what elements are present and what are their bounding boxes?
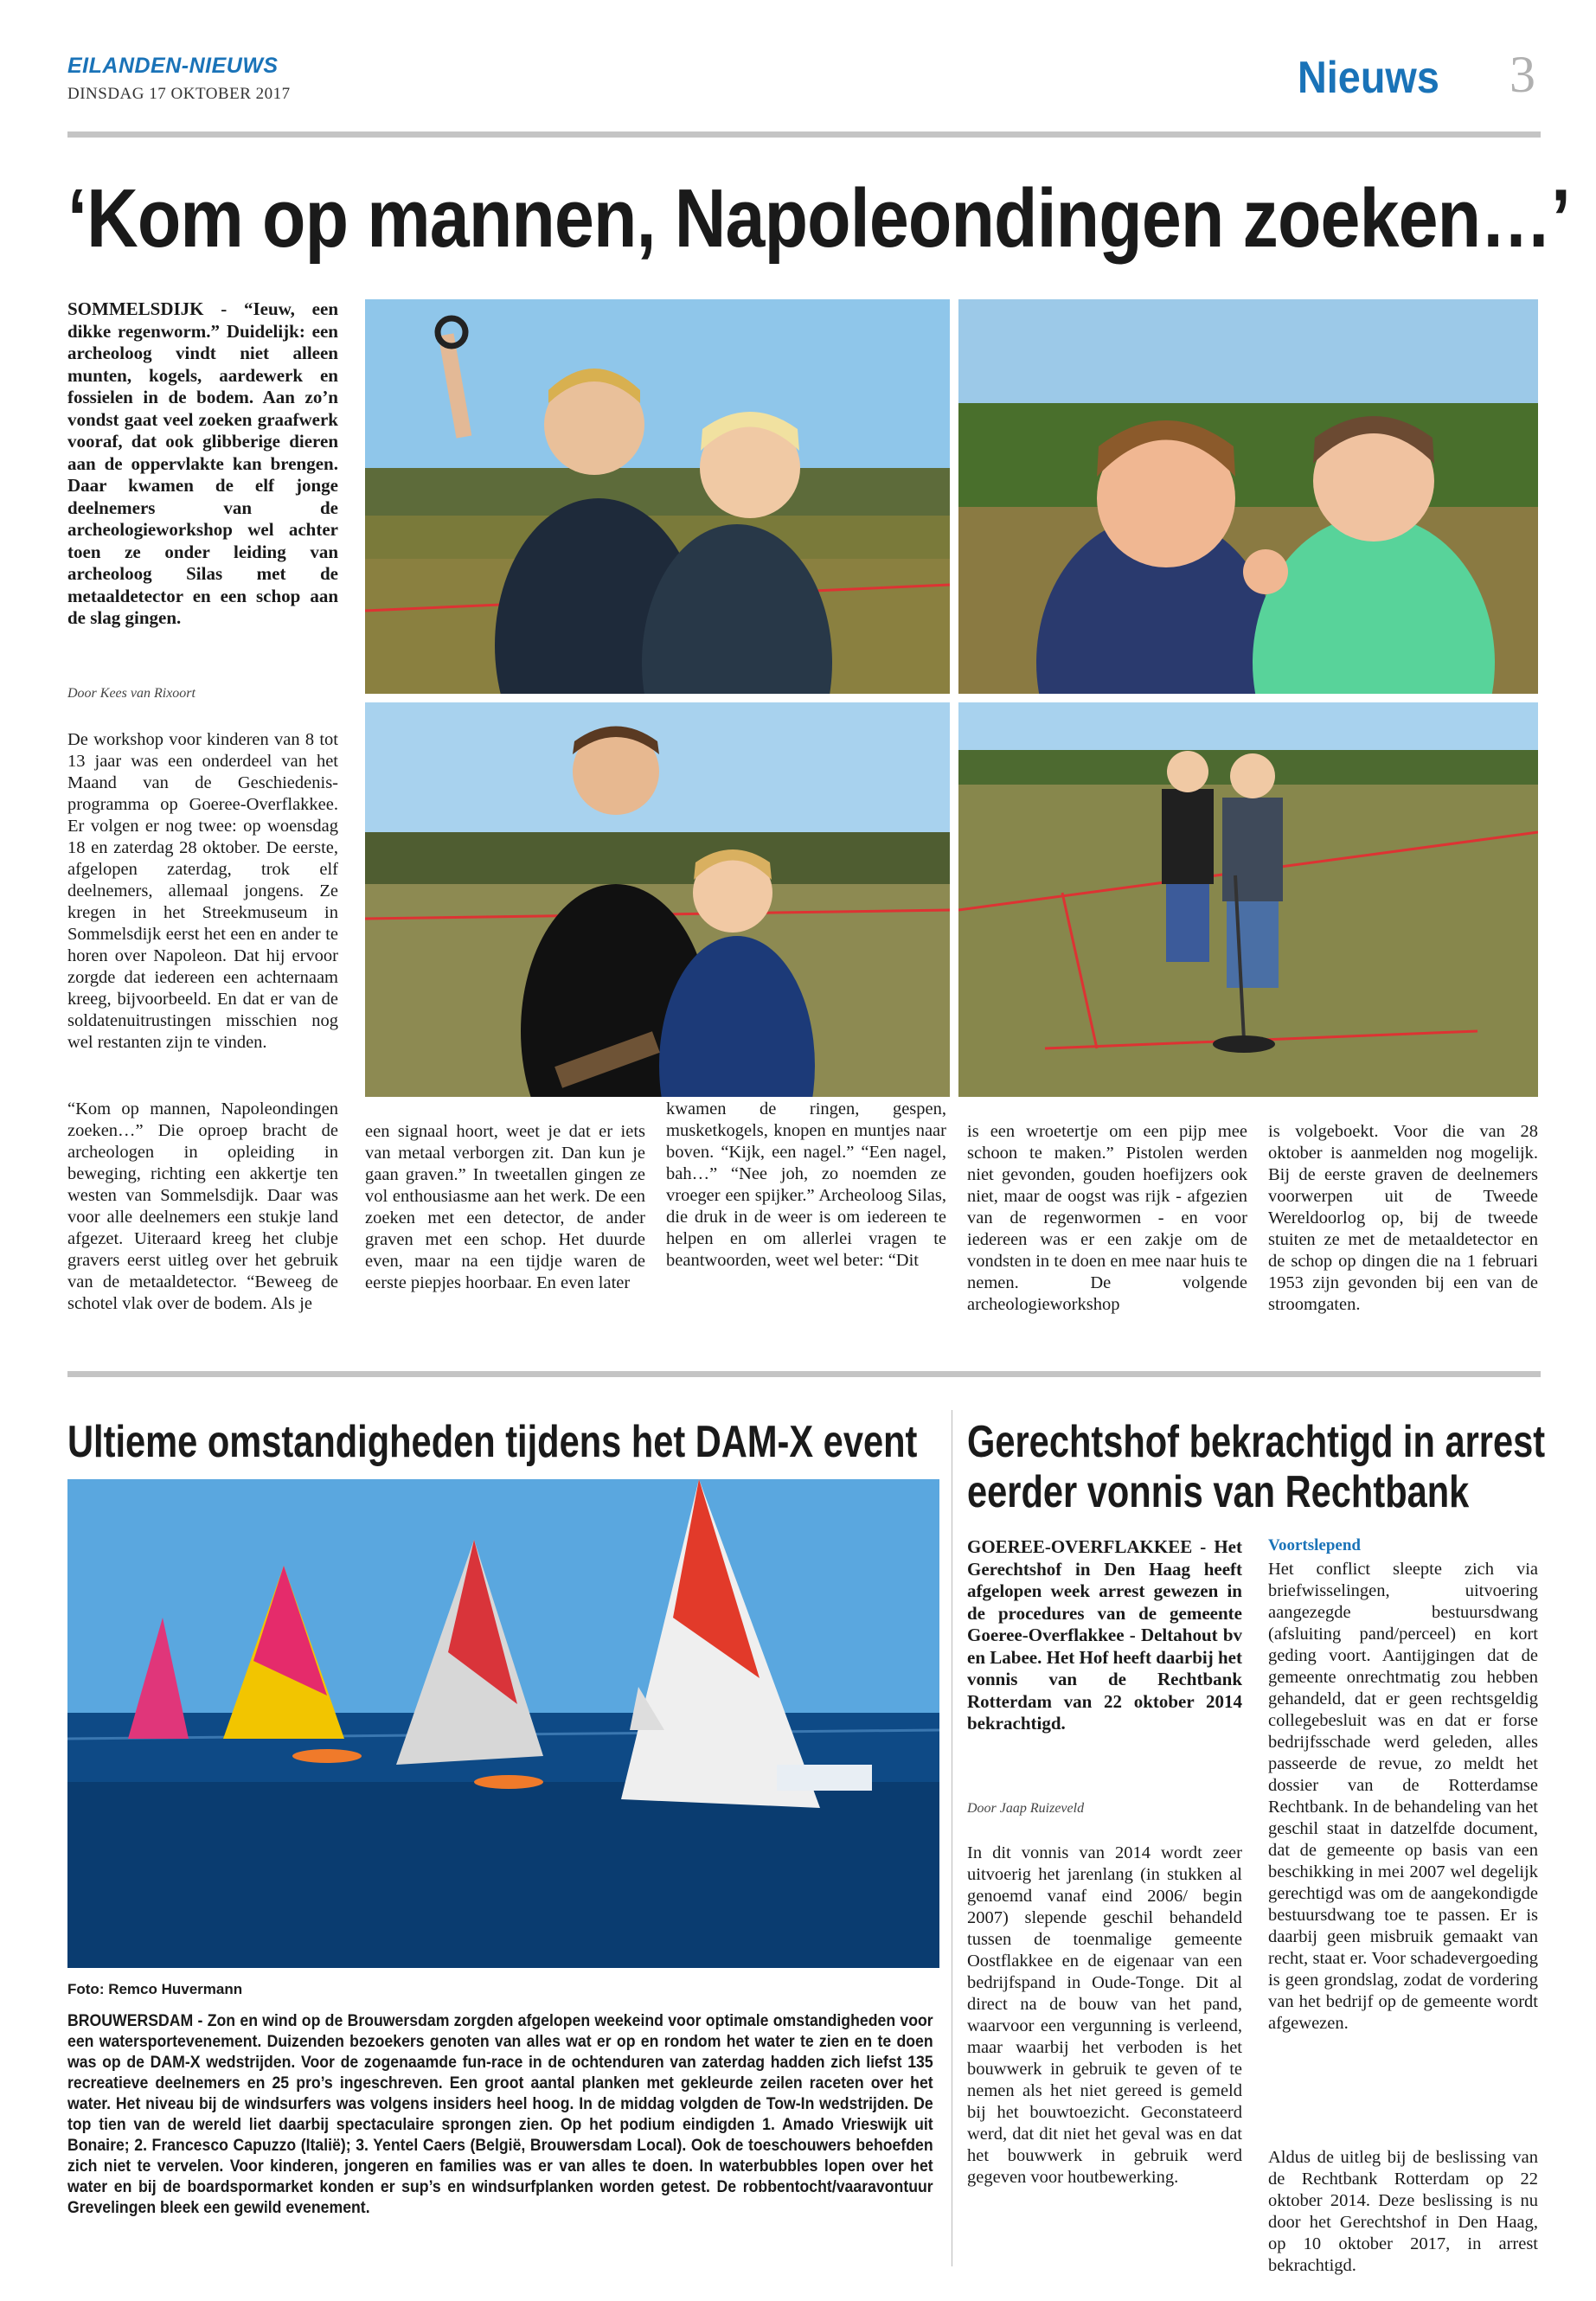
article1-headline: ‘Kom op mannen, Napoleondingen zoeken…’ <box>67 172 1571 265</box>
article3-col2b: Aldus de uitleg bij de beslissing van de Rechtbank Rotterdam op 22 oktober 2014. Deze beslissing is nu door het Gerechtshof in Den Haag, op 10 oktober 2017, in arrest bekrachtigd. <box>1268 2148 1538 2275</box>
article3-byline: Door Jaap Ruizeveld <box>967 1801 1085 1816</box>
photo-boys-with-shovel <box>365 702 950 1097</box>
article1-col3: kwamen de ringen, gespen, musketkogels, knopen en muntjes naar boven. “Kijk, een nagel.” “Een nagel, bah…” “Nee joh, zo noemden ze vroeger een spijker.” Archeoloog Silas, die druk in de weer is om iedereen te helpen en om allerlei vragen te beantwoorden, weet wel beter: “Dit <box>666 1099 946 1270</box>
photo-two-boys-green-shirt-image <box>958 299 1538 694</box>
section-divider <box>67 1371 1541 1377</box>
photo-boys-metal-detector-image <box>958 702 1538 1097</box>
article3-headline-line2: eerder vonnis van Rechtbank <box>967 1467 1470 1517</box>
article1-col1-bottom: “Kom op mannen, Napoleondingen zoeken…” Die oproep bracht de archeologen in opleiding in beweging, richting een akkertje ten westen van Sommelsdijk. Daar was voor alle deelnemers een stukje land afgezet. Uiteraard kreeg het clubje gravers eerst uitleg over het gebruik van de metaaldetector. “Beweeg de schotel vlak over de bodem. Als je <box>67 1099 338 1313</box>
photo-windsurfers-image <box>67 1479 939 1968</box>
article1-col5: is volgeboekt. Voor die van 28 oktober is aanmelden nog mogelijk. Bij de eerste graven de deelnemers voorwerpen uit de Tweede Wereldoorlog op, bij de tweede stuiten ze met de metaaldetector en de schop op dingen die na 1 februari 1953 zijn gevonden bij een van de stroomgaten. <box>1268 1122 1538 1314</box>
masthead-logo: EILANDEN-NIEUWS <box>67 54 279 78</box>
article1-lead: SOMMELSDIJK - “Ieuw, een dikke regenworm.” Duidelijk: een archeoloog vindt niet alleen munten, kogels, aardewerk en fossielen in de bodem. Aan zo’n vondst gaat veel zoeken graafwerk vooraf, dat ook glibberige dieren aan de oppervlakte kan brengen. Daar kwamen de elf jonge deelnemers van de archeologieworkshop wel achter toen ze onder leiding van archeoloog Silas met de metaaldetector en een schop aan de slag gingen. <box>67 298 338 628</box>
section-title: Nieuws <box>1298 53 1439 103</box>
article3-headline-line1: Gerechtshof bekrachtigd in arrest <box>967 1417 1546 1467</box>
photo-two-boys-green-shirt <box>958 299 1538 694</box>
page-number: 3 <box>1509 46 1535 103</box>
photo-windsurfers <box>67 1479 939 1968</box>
photo-boys-with-shovel-image <box>365 702 950 1097</box>
photo-boys-holding-ring-image <box>365 299 950 694</box>
article3-subhead: Voortslepend <box>1268 1536 1361 1554</box>
article1-col4: is een wroetertje om een pijp mee schoon te maken.” Pistolen werden niet gevonden, gouden hoefijzers ook niet, maar de oogst was rijk - afgezien van de regenwormen - en voor iedereen was er een zakje om de vondsten in te doen en mee naar huis te nemen. De volgende archeologieworkshop <box>967 1122 1247 1314</box>
article2-headline: Ultieme omstandigheden tijdens het DAM-X event <box>67 1417 918 1467</box>
photo-boys-holding-ring <box>365 299 950 694</box>
article3-col1: In dit vonnis van 2014 wordt zeer uitvoerig het jarenlang (in stukken al genoemd vanaf eind 2006/ begin 2007) slepende geschil behandeld tussen de toenmalige gemeente Oostflakkee en de eigenaar van een bedrijfspand in Oude-Tonge. Dit al direct na de bouw van het pand, waarvoor een vergunning is verleend, maar waarbij het verboden is het bouwwerk in gebruik te geven of te nemen als het niet gereed is gemeld bij het bouwtoezicht. Geconstateerd werd, dat dit niet het geval was en dat het bouwwerk in gebruik werd gegeven voor houtbewerking. <box>967 1843 1242 2187</box>
photo-boys-metal-detector <box>958 702 1538 1097</box>
header-rule <box>67 131 1541 138</box>
issue-date: DINSDAG 17 OKTOBER 2017 <box>67 85 291 103</box>
article1-byline: Door Kees van Rixoort <box>67 686 195 701</box>
article1-para1: De workshop voor kinderen van 8 tot 13 jaar was een onderdeel van het Maand van de Geschiedenis-programma op Goeree-Overflakkee. Er volgen er nog twee: op woensdag 18 en zaterdag 28 oktober. De eerste, afgelopen zaterdag, trok elf deelnemers, allemaal jongens. Ze kregen in het Streekmuseum in Sommelsdijk eerst het een en ander te horen over Napoleon. Dat hij ervoor zorgde dat iedereen een achternaam kreeg, bijvoorbeeld. En dat er van de soldatenuitrustingen misschien nog wel restanten zijn te vinden. <box>67 730 338 1052</box>
article1-col2: een signaal hoort, weet je dat er iets van metaal verborgen zit. Dan kun je gaan graven.” In tweetallen gingen ze vol enthousiasme aan het werk. De een zoeken met een detector, de ander graven met een schop. Het duurde even, maar na een tijdje waren de eerste piepjes hoorbaar. En even later <box>365 1122 645 1292</box>
article2-photo-credit: Foto: Remco Huvermann <box>67 1981 243 1997</box>
article3-lead: GOEREE-OVERFLAKKEE - Het Gerechtshof in Den Haag heeft afgelopen week arrest gewezen in de procedures van de gemeente Goeree-Overflakkee - Deltahout bv en Labee. Het Hof heeft daarbij het vonnis van de Rechtbank Rotterdam van 22 oktober 2014 bekrachtigd. <box>967 1536 1242 1734</box>
article3-col2a: Het conflict sleepte zich via briefwisselingen, uitvoering aangezegde bestuursdwang (afsluiting pand/perceel) en kort geding voort. Aantijgingen dat de gemeente onrechtmatig zou hebben gehandeld, dat er geen rechtsgeldig collegebesluit was en dat er forse bedrijfsschade werd geleden, alles passeerde de revue, zo meldt het dossier van de Rotterdamse Rechtbank. In de behandeling van het geschil staat in datzelfde document, dat de gemeente op basis van een beschikking in mei 2007 wel degelijk gerechtigd was om de aangekondigde bestuursdwang toe te passen. Er is daarbij geen misbruik gemaakt van recht, staat er. Voor schadevergoeding is geen grondslag, zodat de vordering van het bedrijf op de gemeente wordt afgewezen. <box>1268 1560 1538 2033</box>
article2-body: BROUWERSDAM - Zon en wind op de Brouwersdam zorgden afgelopen weekeind voor optimale omstandigheden voor een watersportevenement. Duizenden bezoekers genoten van alles wat er op en rondom het water te zien en te doen was op de DAM-X wedstrijden. Voor de zogenaamde fun-race in de ochtenduren van zaterdag hadden zich liefst 135 recreatieve deelnemers en 25 pro’s ingeschreven. Een groot aantal planken met gekleurde zeilen raceten over het water. Het niveau bij de windsurfers was volgens insiders heel hoog. In de middag volgden de Tow-In wedstrijden. De top tien van de wereld liet daarbij spectaculaire sprongen zien. Op het podium eindigden 1. Amado Vrieswijk uit Bonaire; 2. Francesco Capuzzo (Italië); 3. Yentel Caers (België, Brouwersdam Local). Ook de toeschouwers behoefden zich niet te vervelen. Voor kinderen, jongeren en families was er van alles te doen. In waterbubbles lopen over het water en bij de boardspormarket konden er sup’s en windsurfplanken worden getest. De robbentocht/vaaravontuur Grevelingen bleek een gewild evenement. <box>67 2012 933 2217</box>
